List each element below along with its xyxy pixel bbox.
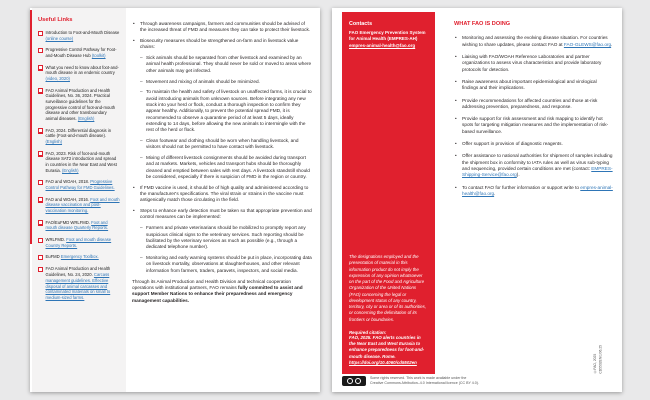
link-label: FAO, 2024. Differential diagnosis in cattle (Foot-and-mouth disease). — [45, 127, 112, 139]
sub-bullet-item — [132, 79, 312, 85]
hyperlink[interactable]: (video, 2020) — [45, 76, 70, 82]
sub-bullet-item — [132, 255, 312, 274]
useful-link-item — [38, 237, 120, 248]
bullet-item — [454, 116, 614, 135]
hyperlink[interactable]: Progressive Control Pathway for FMD Guidelines. — [45, 179, 115, 191]
bullet-text — [462, 116, 608, 134]
bullet-text: Sick animals should be separated from other livestock and examined by an animal health professional. They should never be sold or moved to areas where other animals may get infected. — [146, 55, 312, 73]
link-label: FAO and WOAH, 2016. — [45, 196, 91, 202]
hyperlink[interactable]: (English) — [62, 167, 79, 173]
license-line: Creative Commons Attribution–4.0 International licence (CC BY 4.0). — [370, 380, 479, 385]
link-label: FAO and WOAH, 2018. — [45, 179, 91, 185]
hyperlink[interactable]: Carcass management guidelines. Effective disposal of animal carcasses and contaminated materials on small to medium-sized farms. — [45, 272, 111, 300]
bullet-item — [454, 153, 614, 178]
copyright-line: ©FAO, 2025 — [593, 354, 598, 374]
section-title: WHAT FAO IS DOING — [454, 21, 511, 27]
link-label: EuFMD — [45, 254, 61, 260]
text-pre: To contact FAO for further information or support write to — [462, 184, 581, 190]
pdf-icon — [38, 197, 43, 203]
useful-link-item — [38, 47, 120, 58]
bullet-item — [132, 208, 312, 221]
pdf-icon — [38, 48, 43, 54]
bullet-text: Steps to enhance early detection must be taken so that appropriate prevention and control measures can be implemented: — [140, 208, 312, 220]
bullet-text — [462, 54, 601, 72]
sub-bullet-item — [132, 155, 312, 180]
bullet-item — [132, 38, 312, 51]
contacts-org: FAO Emergency Prevention System for Animal Health (EMPRES-AH) — [349, 29, 426, 41]
link-label: Introduction to Foot-and-Mouth Disease — [45, 30, 120, 35]
text-pre: Monitoring and assessing the evolving disease situation. For countries wishing to share updates, please contact FAO at — [462, 35, 608, 47]
hyperlink[interactable]: (English) — [77, 116, 95, 122]
bullet-item — [454, 35, 614, 48]
hyperlink[interactable]: (toolkit) — [91, 53, 106, 59]
pdf-icon — [38, 65, 43, 71]
link-text — [46, 88, 121, 122]
useful-link-item — [38, 128, 120, 145]
pdf-icon — [38, 267, 43, 273]
useful-link-item — [38, 88, 120, 122]
license-line: Some rights reserved. This work is made available under the — [370, 375, 467, 380]
contacts-email-link[interactable]: empres-animal-health@fao.org — [349, 43, 416, 49]
bullet-text: Mixing of different livestock consignments should be avoided during transport and at markets. Markets, vehicles and transport hubs should be thoroughly cleaned and emptied between sales with rest days. A livestock standstill should be considered, especially if there is suspicion of FMD in the region or country. — [146, 155, 310, 179]
bullet-item — [454, 79, 614, 92]
link-text — [46, 151, 121, 174]
bullet-text — [462, 79, 597, 90]
page-left — [30, 8, 320, 392]
text-pre: Raise awareness about important epidemiological and virological findings and their implications. — [462, 78, 597, 91]
text-pre: Offer assistance to national authorities for shipment of samples including the shipment box in conformity to IATA rules as well as virus sub-typing and sequencing, provided certain conditions are met (contact: — [462, 153, 613, 171]
useful-links-title: Useful Links — [38, 17, 73, 23]
bullet-text: Through awareness campaigns, farmers and communities should be advised of the increased threat of FMD and measures they can take to protect their livestock. — [140, 21, 311, 33]
link-label: Progressive Control Pathway for Foot-and-Mouth Disease Hub — [45, 47, 117, 59]
pdf-icon — [38, 238, 43, 244]
left-main-content — [132, 21, 312, 304]
useful-link-item — [38, 30, 120, 41]
pdf-icon — [38, 180, 43, 186]
bullet-text — [462, 153, 613, 177]
text-pre: Provide support for risk assessment and risk mapping to identify hot spots for targeting mitigation measures and the implementation of risk-based surveillance. — [462, 116, 609, 134]
citation-label: Required citation: — [349, 329, 387, 335]
text-post: . — [611, 41, 613, 47]
bullet-item — [132, 21, 312, 34]
link-text — [46, 128, 121, 145]
bullet-text: Monitoring and early warning systems should be put in place, incorporating data on livestock mortality, observations at slaughterhouses, and other relevant information from farmers, traders, paravets, inspectors, and social media. — [146, 254, 312, 273]
what-fao-is-doing-section — [454, 21, 614, 203]
link-text — [46, 179, 121, 190]
citation-body: FAO, 2025. FAO alerts countries in the Near East and West Eurasia to enhance preparedness for foot-and-mouth disease. Rome. — [349, 334, 425, 359]
publication-code — [593, 345, 604, 374]
bullet-item — [454, 98, 614, 111]
hyperlink[interactable]: (online course) — [45, 35, 74, 41]
red-side-panel — [342, 12, 435, 374]
hyperlink[interactable]: Foot and mouth disease Country Reports. — [45, 237, 112, 248]
link-text — [46, 220, 121, 231]
doi-link[interactable]: https://doi.org/10.4060/cd5502en — [349, 359, 417, 365]
useful-link-item — [38, 151, 120, 174]
link-label: What you need to know about foot-and-mouth disease in an endemic country — [45, 64, 119, 76]
bullet-text: Farmers and private veterinarians should be mobilized to promptly report any suspicious clinical signs to the veterinary services. Such reporting should be facilitated by the veterinary services as much as possible (e.g., through a dedicated telephone number). — [146, 225, 306, 250]
bullet-item — [454, 54, 614, 73]
hyperlink[interactable]: Foot and mouth disease vaccination and post-vaccination monitoring. — [45, 196, 120, 214]
closing-paragraph — [132, 279, 312, 304]
creative-commons-icon — [342, 376, 366, 386]
license-text — [370, 376, 479, 386]
citation-text — [349, 335, 428, 366]
link-text — [46, 237, 121, 248]
useful-link-item — [38, 65, 120, 82]
pdf-icon — [38, 88, 43, 94]
link-label: FAO Animal Production and Health Guidelines, No. 36, 2024. Practical surveillance guidelines for the progressive control of foot-and-mouth disease and other transboundary animal diseases. — [45, 87, 116, 122]
pdf-icon — [38, 128, 43, 134]
useful-link-item — [38, 179, 120, 190]
sub-bullet-item — [132, 138, 312, 151]
link-text — [46, 47, 121, 58]
bullet-text — [462, 35, 612, 46]
pdf-icon — [38, 220, 43, 226]
email-link[interactable]: FAO-GLEWS@fao.org — [563, 41, 612, 47]
text-pre: Offer support in provision of diagnostic reagents. — [462, 141, 563, 147]
link-label: WRLFMD. — [45, 237, 67, 243]
hyperlink[interactable]: Emergency Toolbox. — [60, 254, 99, 260]
useful-link-item — [38, 254, 120, 260]
pdf-icon — [38, 255, 43, 261]
bullet-text: To maintain the health and safety of livestock on unaffected farms, it is crucial to avoid introducing animals from unknown sources. Before integrating any new stock into your herd or flock, conduct a thorough inspection to confirm they appear healthy. Additionally, to prevent the potential spread FMD, it is recommended to observe a quarantine period of at least 5 days, ideally extending to 14 days, before allowing the new animals to intermingle with the rest of the herd or flock. — [146, 89, 312, 133]
sub-bullet-item — [132, 89, 312, 133]
license-row — [342, 376, 479, 386]
email-link[interactable]: empres-animal-health@fao.org — [462, 184, 613, 196]
useful-links-panel — [32, 8, 126, 392]
link-text — [46, 197, 121, 214]
closing-text-bold: fully committed to assist and support Member Nations to enhance their preparedness and emergency management capabilities. — [132, 285, 303, 303]
link-label: FAO/EuFMD WRLFMD. — [45, 219, 92, 225]
bullet-item — [454, 141, 614, 147]
bullet-text — [462, 141, 563, 146]
useful-link-item — [38, 197, 120, 214]
job-code-line: CD5502EN/1/06.25 — [598, 345, 603, 374]
link-text — [46, 266, 121, 300]
text-pre: Provide recommendations for affected countries and those at-risk addressing prevention, preparedness, and response. — [462, 97, 598, 109]
contacts-title: Contacts — [349, 21, 373, 27]
by-symbol-icon — [355, 378, 361, 384]
bullet-text: Clean footwear and clothing should be worn when handling livestock, and visitors should not be permitted to have contact with livestock. — [146, 137, 299, 150]
text-pre: Liaising with FAO/WOAH Reference Laboratories and partner organizations to assess virus characteristics and provide laboratory protocols for detection. — [462, 54, 602, 72]
hyperlink[interactable]: (English) — [45, 139, 63, 145]
page-right — [332, 8, 622, 392]
text-post: . — [494, 190, 496, 196]
useful-link-item — [38, 220, 120, 231]
cc-symbol-icon — [347, 378, 353, 384]
bullet-text: If FMD vaccine is used, it should be of high quality and administered according to the manufacturer's specifications. The viral strain or strains in the vaccine must antigenically match those circulating in the field. — [140, 184, 309, 203]
bullet-text — [462, 98, 597, 109]
bullet-item — [132, 185, 312, 204]
sub-bullet-item — [132, 225, 312, 250]
link-label: FAO Animal Production and Health Guidelines, No. 24, 2020. — [45, 266, 111, 278]
bullet-text: Biosecurity measures should be strengthened on-farm and in livestock value chains: — [140, 38, 299, 50]
sub-bullet-item — [132, 55, 312, 74]
text-post: ). — [516, 172, 520, 178]
pdf-icon — [38, 31, 43, 37]
link-text — [46, 30, 121, 41]
bullet-item — [454, 185, 614, 198]
disclaimer-text: The designations employed and the presentation of material in this information product do not imply the expression of any opinion whatsoever on the part of the Food and Agriculture Organization of the United Nations (FAO) concerning the legal or development status of any country, territory, city or area or of its authorities, or concerning the delimitation of its frontiers or boundaries. — [349, 254, 427, 322]
hyperlink[interactable]: Foot and mouth disease Quarterly Reports. — [45, 219, 109, 231]
link-text — [46, 65, 121, 82]
bullet-text — [462, 185, 613, 196]
email-link[interactable]: EMPRES-Shipping-Service@fao.org — [462, 165, 613, 178]
closing-text: Through its Animal Production and Health Division and technical cooperation operations with institutional partners, FAO remains — [132, 278, 291, 291]
pdf-icon — [38, 151, 43, 157]
useful-link-item — [38, 266, 120, 300]
link-text — [46, 254, 99, 260]
link-label: FAO, 2023. Risk of foot-and-mouth disease SAT2 introduction and spread in countries in the Near East and West Eurasia. — [45, 150, 117, 173]
bullet-text: Movement and mixing of animals should be minimized. — [146, 78, 260, 84]
